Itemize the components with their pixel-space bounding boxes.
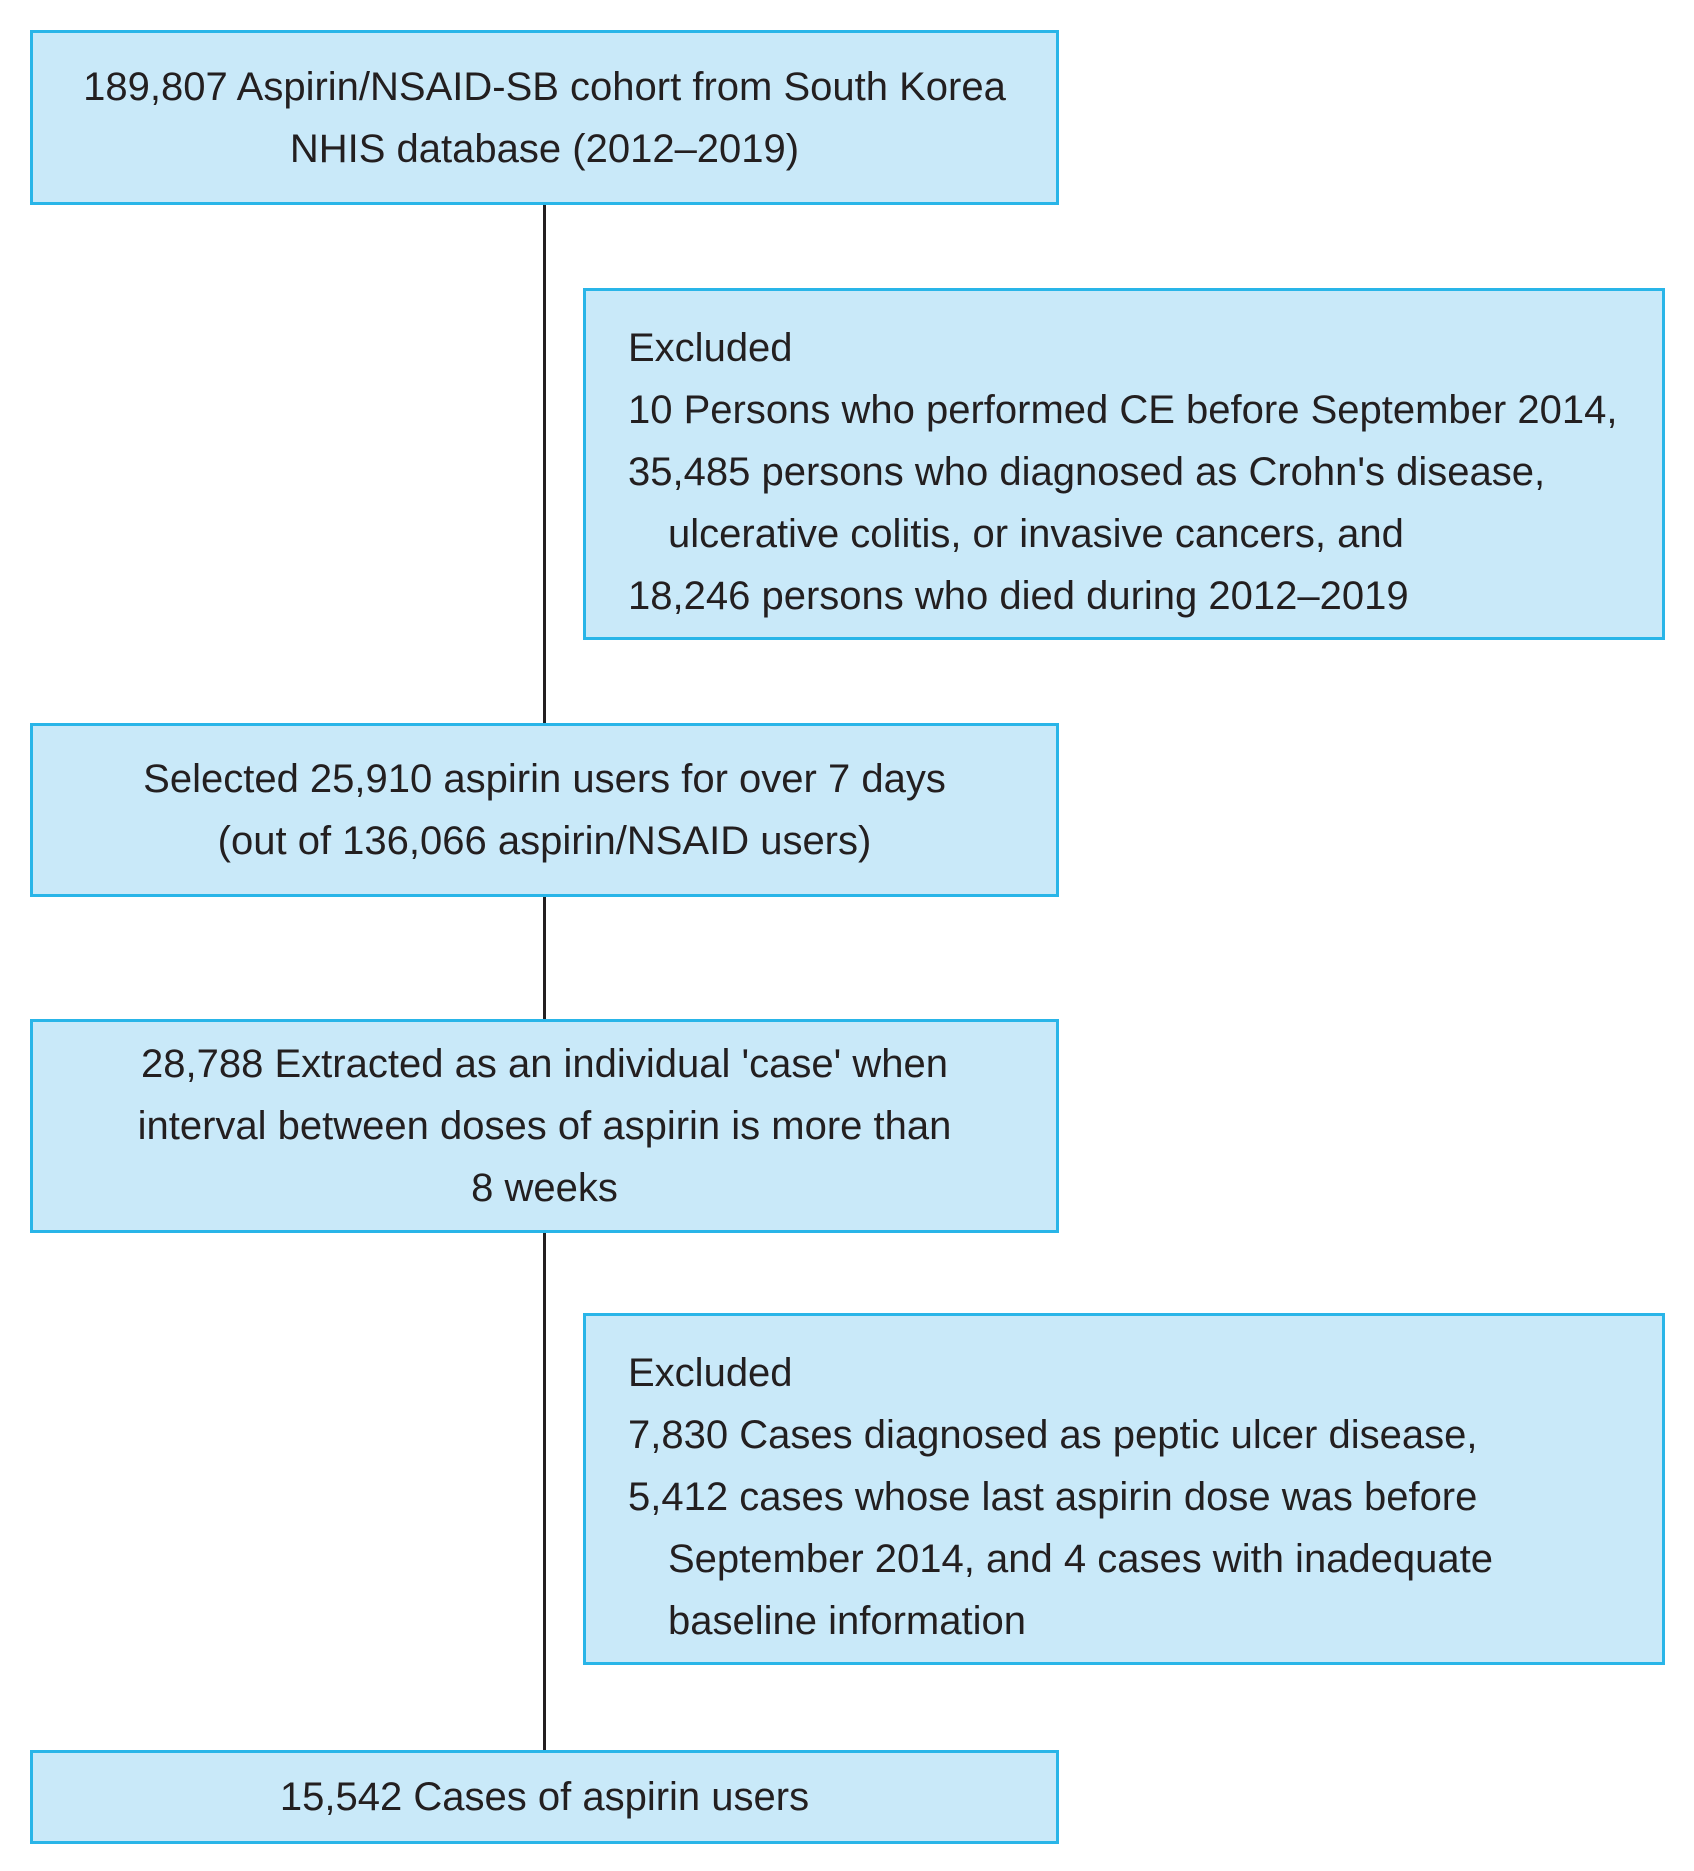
- extracted-box-line: 28,788 Extracted as an individual 'case' when: [141, 1042, 948, 1086]
- exclusion-box-1: [583, 288, 1665, 640]
- extracted-box-line: 8 weeks: [471, 1166, 618, 1210]
- exclusion-item-continuation: baseline information: [668, 1599, 1026, 1643]
- final-cases-box: [30, 1750, 1059, 1844]
- cohort-box-line: NHIS database (2012–2019): [289, 126, 800, 171]
- connector-extracted-to-final: [543, 1233, 546, 1750]
- selected-box: [30, 723, 1059, 897]
- exclusion-item: 10 Persons who performed CE before September 2014,: [628, 388, 1618, 432]
- selected-box-line: Selected 25,910 aspirin users for over 7 days: [143, 757, 946, 801]
- connector-selected-to-extracted: [543, 897, 546, 1019]
- exclusion-item: 35,485 persons who diagnosed as Crohn's disease,: [628, 450, 1546, 494]
- final-cases-line: 15,542 Cases of aspirin users: [279, 1775, 810, 1819]
- selected-box-line: (out of 136,066 aspirin/NSAID users): [217, 819, 872, 863]
- exclusion-title: Excluded: [628, 1351, 793, 1395]
- extracted-box-line: interval between doses of aspirin is more than: [137, 1104, 952, 1148]
- exclusion-item-continuation: September 2014, and 4 cases with inadequate: [668, 1537, 1494, 1581]
- cohort-box: [30, 30, 1059, 205]
- extracted-box: [30, 1019, 1059, 1233]
- exclusion-box-2: [583, 1313, 1665, 1665]
- exclusion-item-continuation: ulcerative colitis, or invasive cancers, and: [668, 512, 1404, 556]
- exclusion-title: Excluded: [628, 326, 793, 370]
- exclusion-item: 7,830 Cases diagnosed as peptic ulcer disease,: [628, 1413, 1478, 1457]
- exclusion-item: 18,246 persons who died during 2012–2019: [628, 574, 1409, 618]
- exclusion-item: 5,412 cases whose last aspirin dose was before: [628, 1475, 1478, 1519]
- cohort-box-line: 189,807 Aspirin/NSAID-SB cohort from South Korea: [83, 64, 1006, 109]
- connector-start-to-selected: [543, 205, 546, 723]
